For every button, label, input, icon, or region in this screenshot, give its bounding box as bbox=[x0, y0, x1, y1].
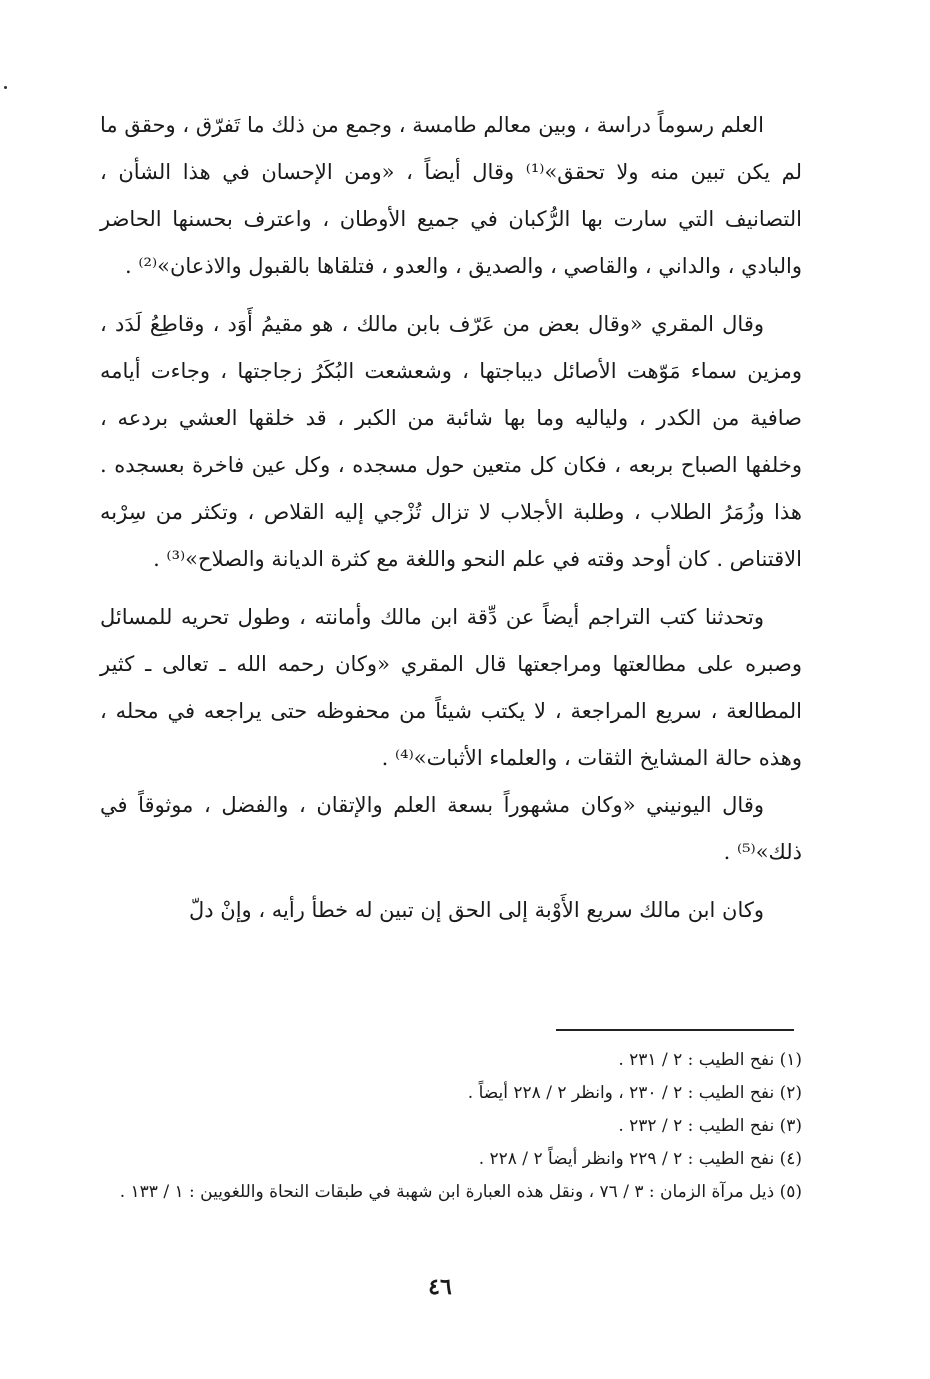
scan-speck bbox=[4, 86, 7, 89]
footnotes bbox=[100, 1044, 802, 1209]
footnote-separator bbox=[556, 1029, 794, 1031]
paragraph-4: وقال اليونيني «وكان مشهوراً بسعة العلم والإتقان ، والفضل ، موثوقاً في ذلك»⁽⁵⁾ . bbox=[100, 793, 802, 864]
footnote-3: (٣) نفح الطيب : ٢ / ٢٣٢ . bbox=[618, 1116, 802, 1136]
paragraph-5: وكان ابن مالك سريع الأَوْبة إلى الحق إن تبين له خطأ رأيه ، وإنْ دلّ bbox=[188, 898, 764, 922]
footnote-1: (١) نفح الطيب : ٢ / ٢٣١ . bbox=[618, 1050, 802, 1070]
footnote-2: (٢) نفح الطيب : ٢ / ٢٣٠ ، وانظر ٢ / ٢٢٨ أيضاً . bbox=[467, 1083, 802, 1103]
page-number: ٤٦ bbox=[428, 1274, 452, 1300]
footnote-5: (٥) ذيل مرآة الزمان : ٣ / ٧٦ ، ونقل هذه العبارة ابن شهبة في طبقات النحاة واللغويين : ١ / ١٣٣ . bbox=[119, 1182, 802, 1202]
paragraph-3: وتحدثنا كتب التراجم أيضاً عن دِّقة ابن مالك وأمانته ، وطول تحريه للمسائل وصبره على مطالعتها ومراجعتها قال المقري «وكان رحمه الله ـ تعالى ـ كثير المطالعة ، سريع المراجعة ، لا يكتب شيئاً من محفوظه حتى يراجعه في محله ، وهذه حالة المشايخ الثقات ، والعلماء الأثبات»⁽⁴⁾ . bbox=[100, 605, 802, 770]
main-text bbox=[100, 102, 802, 934]
paragraph-1: العلم رسوماً دراسة ، وبين معالم طامسة ، وجمع من ذلك ما تَفرّق ، وحقق ما لم يكن تبين منه ولا تحقق»⁽¹⁾ وقال أيضاً ، «ومن الإحسان في هذا الشأن ، التصانيف التي سارت بها الرُّكبان في جميع الأوطان ، واعترف بحسنها الحاضر والبادي ، والداني ، والقاصي ، والصديق ، والعدو ، فتلقاها بالقبول والاذعان»⁽²⁾ . bbox=[100, 113, 802, 278]
footnote-4: (٤) نفح الطيب : ٢ / ٢٢٩ وانظر أيضاً ٢ / ٢٢٨ . bbox=[478, 1149, 802, 1169]
paragraph-2: وقال المقري «وقال بعض من عَرّف بابن مالك ، هو مقيمُ أَوَد ، وقاطِعُ لَدَد ، ومزين سماء مَوّهت الأصائل ديباجتها ، وشعشعت البُكَرُ زجاجتها ، وجاءت أيامه صافية من الكدر ، ولياليه وما بها شائبة من الكبر ، قد خلقها العشي بردعه ، وخلفها الصباح بربعه ، فكان كل متعين حول مسجده ، وكل عين فاخرة بعسجده . هذا وزُمَرُ الطلاب ، وطلبة الأجلاب لا تزال تُزْجي إليه القلاص ، وتكثر من سِرْبه الاقتناص . كان أوحد وقته في علم النحو واللغة مع كثرة الديانة والصلاح»⁽³⁾ . bbox=[100, 312, 802, 571]
